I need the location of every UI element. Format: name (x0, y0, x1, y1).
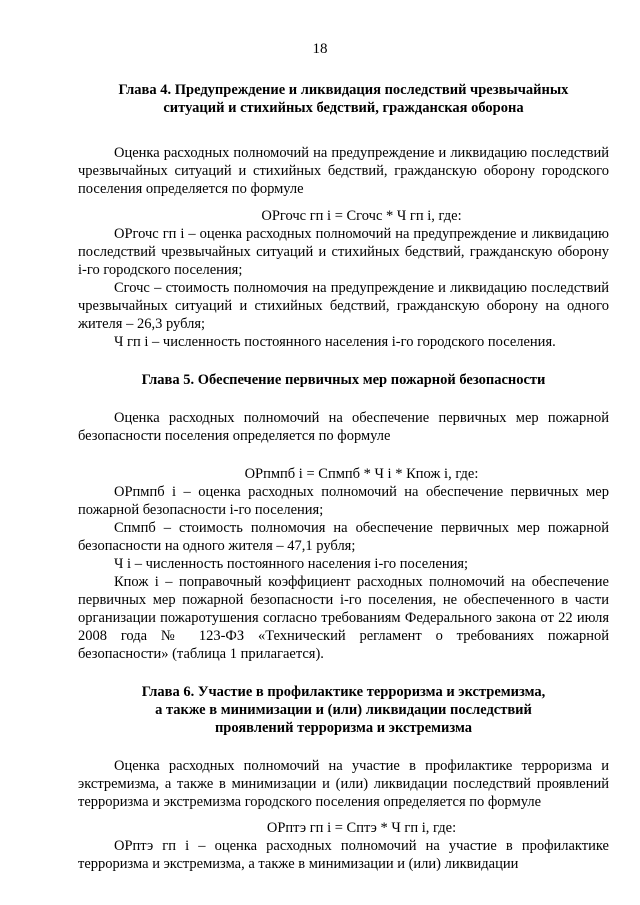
chapter-4 (78, 81, 609, 351)
chapter-4-definition-3: Ч гп i – численность постоянного населения i-го городского поселения. (114, 334, 556, 350)
chapter-6-intro: Оценка расходных полномочий на участие в профилактике терроризма и экстремизма, а также в минимизации и (или) ликвидации последствий проявлений терроризма и экстремизма городского поселения определяется по формуле (78, 758, 609, 810)
chapter-5-intro: Оценка расходных полномочий на обеспечение первичных мер пожарной безопасности поселения определяется по формуле (78, 410, 609, 444)
chapter-4-formula: ОРгочс гп i = Сгочс * Ч гп i, где: (261, 208, 462, 224)
chapter-4-definition-1: ОРгочс гп i – оценка расходных полномочий на предупреждение и ликвидацию последствий чрезвычайных ситуаций и стихийных бедствий, гражданскую оборону i-го городского поселения; (78, 226, 609, 278)
chapter-5 (78, 371, 609, 663)
chapter-5-definition-2: Спмпб – стоимость полномочия на обеспечение первичных мер пожарной безопасности на одного жителя – 47,1 рубля; (78, 520, 609, 554)
chapter-6-heading-line-1: Глава 6. Участие в профилактике терроризма и экстремизма, (141, 684, 546, 700)
chapter-5-formula: ОРпмпб i = Спмпб * Ч i * Кпож i, где: (244, 466, 479, 482)
chapter-6-formula: ОРптэ гп i = Сптэ * Ч гп i, где: (266, 820, 457, 836)
chapter-6-definition-1: ОРптэ гп i – оценка расходных полномочий на участие в профилактике терроризма и экстремизма, а также в минимизации и (или) ликвидации (78, 838, 609, 872)
chapter-5-heading: Глава 5. Обеспечение первичных мер пожарной безопасности (141, 372, 546, 388)
chapter-6-heading (78, 683, 609, 737)
chapter-6 (78, 683, 609, 873)
chapter-6-heading-line-2: а также в минимизации и (или) ликвидации последствий (155, 702, 532, 718)
chapter-4-heading: Глава 4. Предупреждение и ликвидация последствий чрезвычайных ситуаций и стихийных бедствий, гражданская оборона (118, 82, 569, 116)
chapter-5-definition-1: ОРпмпб i – оценка расходных полномочий на обеспечение первичных мер пожарной безопасности i-го поселения; (78, 484, 609, 518)
chapter-5-definition-4: Кпож i – поправочный коэффициент расходных полномочий на обеспечение первичных мер пожарной безопасности i-го поселения, не обеспеченного в части организации пожаротушения согласно требованиям Федерального закона от 22 июля 2008 года № 123-ФЗ «Технический регламент о требованиях пожарной безопасности» (таблица 1 прилагается). (78, 574, 609, 662)
page-content (78, 81, 609, 873)
chapter-4-intro: Оценка расходных полномочий на предупреждение и ликвидацию последствий чрезвычайных ситуаций и стихийных бедствий, гражданскую оборону городского поселения определяется по формуле (78, 145, 609, 197)
chapter-6-heading-line-3: проявлений терроризма и экстремизма (214, 720, 473, 736)
page-number: 18 (312, 41, 328, 57)
chapter-4-definition-2: Сгочс – стоимость полномочия на предупреждение и ликвидацию последствий чрезвычайных ситуаций и стихийных бедствий, гражданскую оборону на одного жителя – 26,3 рубля; (78, 280, 609, 332)
chapter-5-definition-3: Ч i – численность постоянного населения i-го поселения; (114, 556, 469, 572)
